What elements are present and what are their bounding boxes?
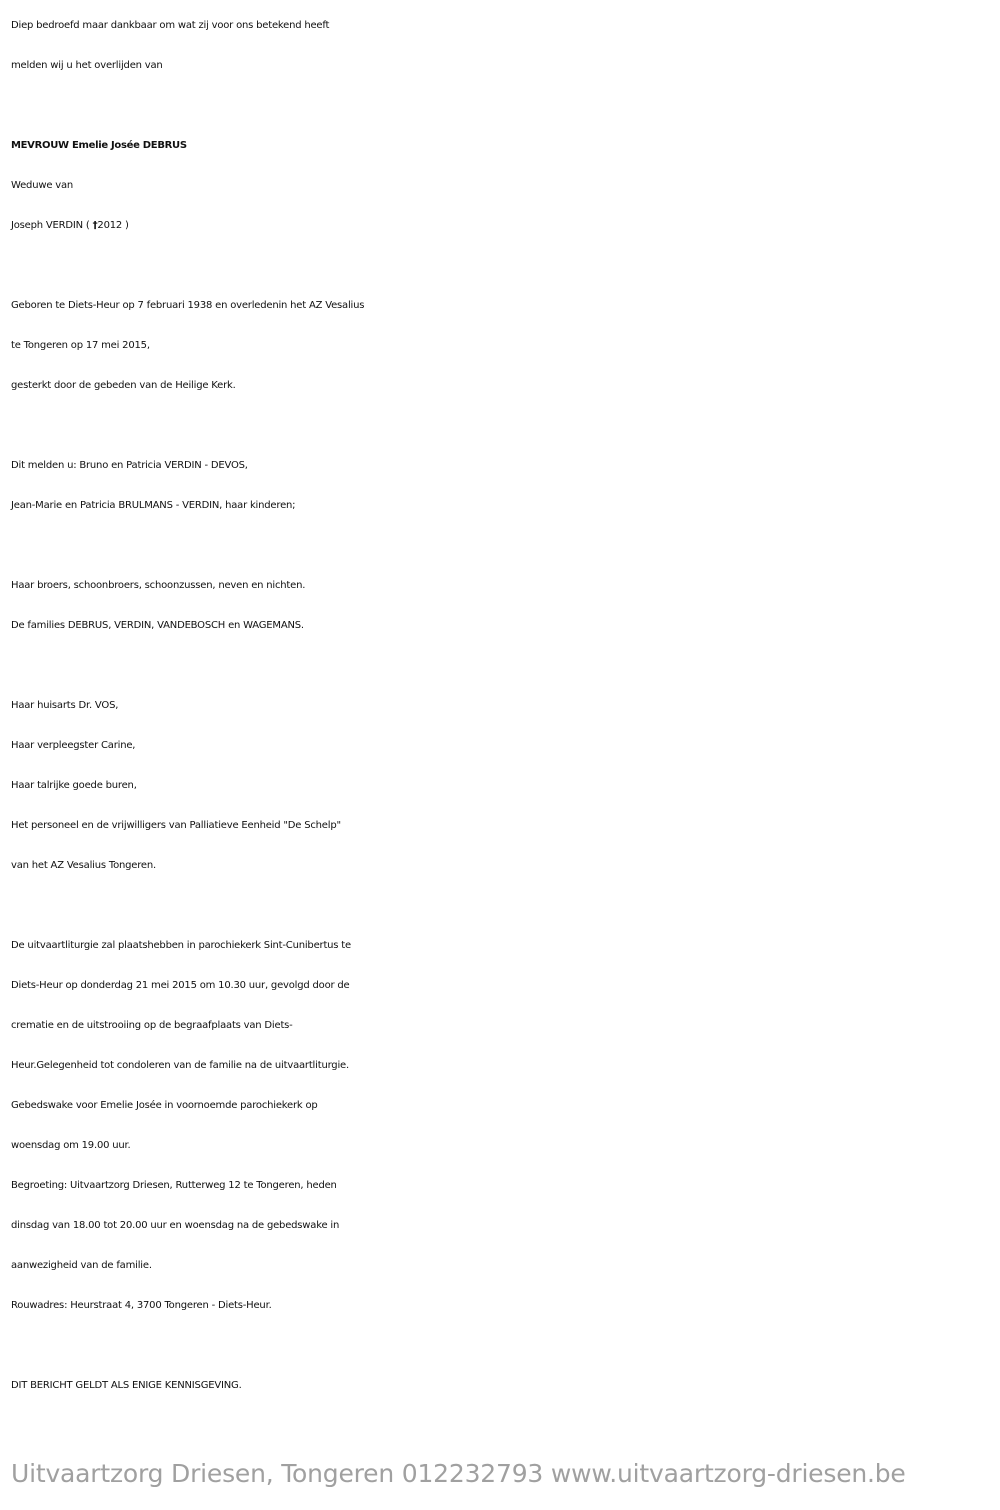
care-line-5: van het AZ Vesalius Tongeren.	[11, 860, 156, 871]
spacer	[11, 646, 996, 686]
deceased-name: MEVROUW Emelie Josée DEBRUS	[11, 140, 187, 151]
spacer	[11, 886, 996, 926]
funeral-line-4: Heur.Gelegenheid tot condoleren van de familie na de uitvaartliturgie.	[11, 1060, 349, 1071]
children-line-1: Dit melden u: Bruno en Patricia VERDIN - DEVOS,	[11, 460, 248, 471]
funeral-line-9: aanwezigheid van de familie.	[11, 1260, 152, 1271]
spouse-name: Joseph VERDIN (	[11, 220, 93, 231]
birth-death-line-3: gesterkt door de gebeden van de Heilige Kerk.	[11, 380, 236, 391]
funeral-line-8: dinsdag van 18.00 tot 20.00 uur en woensdag na de gebedswake in	[11, 1220, 340, 1231]
funeral-line-6: woensdag om 19.00 uur.	[11, 1140, 131, 1151]
obituary-notice	[11, 0, 996, 1406]
birth-death-line-2: te Tongeren op 17 mei 2015,	[11, 340, 150, 351]
spouse-line	[11, 206, 996, 246]
spacer	[11, 1326, 996, 1366]
funeral-line-5: Gebedswake voor Emelie Josée in voornoemde parochiekerk op	[11, 1100, 318, 1111]
funeral-line-3: crematie en de uitstrooiing op de begraafplaats van Diets-	[11, 1020, 293, 1031]
spacer	[11, 406, 996, 446]
funeral-line-1: De uitvaartliturgie zal plaatshebben in parochiekerk Sint-Cunibertus te	[11, 940, 351, 951]
notice-line: DIT BERICHT GELDT ALS ENIGE KENNISGEVING.	[11, 1380, 242, 1391]
care-line-4: Het personeel en de vrijwilligers van Palliatieve Eenheid "De Schelp"	[11, 820, 341, 831]
cross-icon: †	[92, 220, 98, 231]
spouse-death-year: 2012 )	[97, 220, 129, 231]
care-line-3: Haar talrijke goede buren,	[11, 780, 137, 791]
care-line-1: Haar huisarts Dr. VOS,	[11, 700, 119, 711]
spacer	[11, 86, 996, 126]
funeral-line-10: Rouwadres: Heurstraat 4, 3700 Tongeren - Diets-Heur.	[11, 1300, 272, 1311]
family-line-1: Haar broers, schoonbroers, schoonzussen, neven en nichten.	[11, 580, 306, 591]
intro-line-2: melden wij u het overlijden van	[11, 60, 163, 71]
spacer	[11, 246, 996, 286]
children-line-2: Jean-Marie en Patricia BRULMANS - VERDIN, haar kinderen;	[11, 500, 296, 511]
funeral-home-footer: Uitvaartzorg Driesen, Tongeren 012232793 www.uitvaartzorg-driesen.be	[11, 1459, 906, 1488]
intro-line-1: Diep bedroefd maar dankbaar om wat zij voor ons betekend heeft	[11, 20, 330, 31]
spacer	[11, 526, 996, 566]
widow-label: Weduwe van	[11, 180, 74, 191]
family-line-2: De families DEBRUS, VERDIN, VANDEBOSCH en WAGEMANS.	[11, 620, 304, 631]
care-line-2: Haar verpleegster Carine,	[11, 740, 136, 751]
funeral-line-7: Begroeting: Uitvaartzorg Driesen, Rutterweg 12 te Tongeren, heden	[11, 1180, 337, 1191]
birth-death-line-1: Geboren te Diets-Heur op 7 februari 1938 en overledenin het AZ Vesalius	[11, 300, 365, 311]
funeral-line-2: Diets-Heur op donderdag 21 mei 2015 om 10.30 uur, gevolgd door de	[11, 980, 350, 991]
